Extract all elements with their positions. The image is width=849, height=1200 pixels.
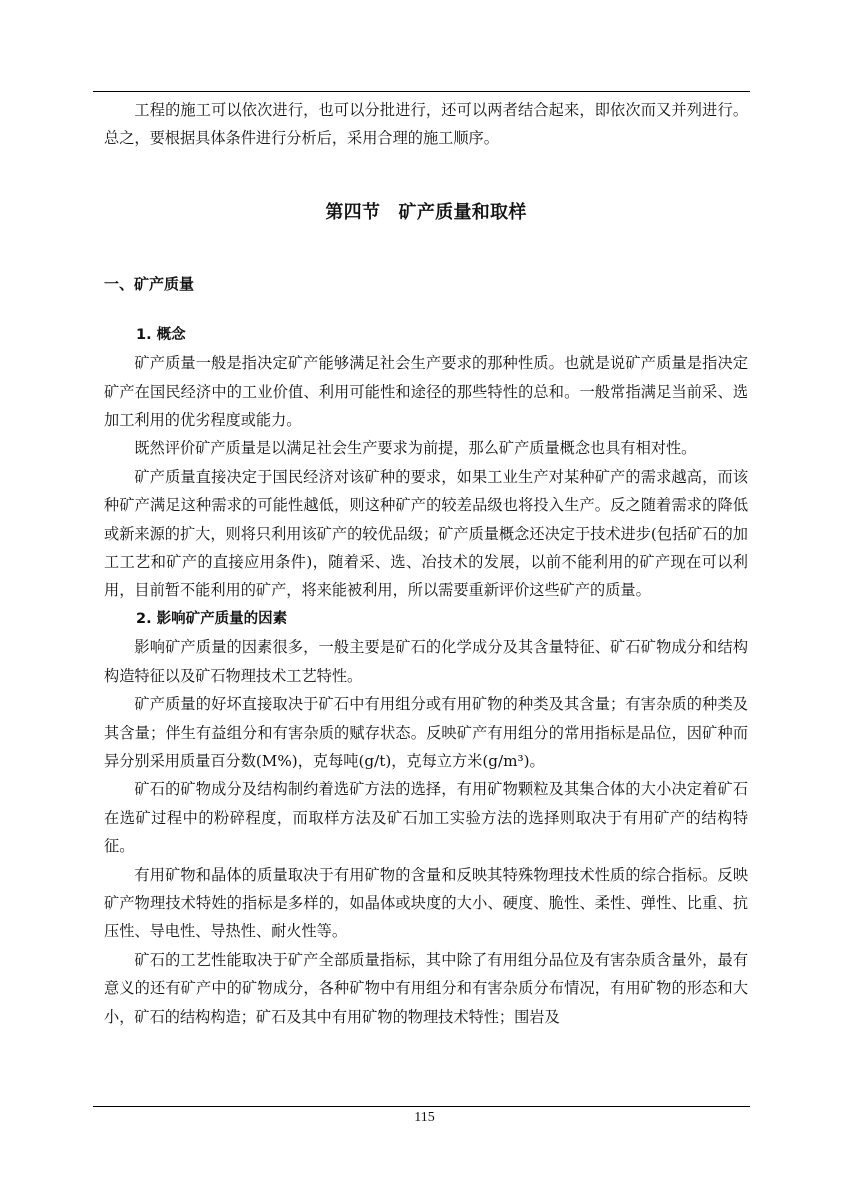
paragraph: 矿石的工艺性能取决于矿产全部质量指标，其中除了有用组分品位及有害杂质含量外，最有意义的还有矿产中的矿物成分，各种矿物中有用组分和有害杂质分布情况，有用矿物的形态和大小，矿石的结构构造；矿石及其中有用矿物的物理技术特性；围岩及: [104, 950, 748, 1026]
paragraph: 影响矿产质量的因素很多，一般主要是矿石的化学成分及其含量特征、矿石矿物成分和结构构造特征以及矿石物理技术工艺特性。: [104, 638, 748, 685]
paragraph: 有用矿物和晶体的质量取决于有用矿物的含量和反映其特殊物理技术性质的综合指标。反映矿产物理技术特姓的指标是多样的，如晶体或块度的大小、硬度、脆性、柔性、弹性、比重、抗压性、导电性、导热性、耐火性等。: [104, 865, 748, 941]
top-paragraph: 工程的施工可以依次进行，也可以分批进行，还可以两者结合起来，即依次而又并列进行。总之，要根据具体条件进行分析后，采用合理的施工顺序。: [104, 101, 748, 148]
subheading-concept: 1. 概念: [136, 326, 186, 343]
paragraph: 矿石的矿物成分及结构制约着选矿方法的选择，有用矿物颗粒及其集合体的大小决定着矿石在选矿过程中的粉碎程度，而取样方法及矿石加工实验方法的选择则取决于有用矿产的结构特征。: [104, 780, 748, 856]
section-title: 第四节 矿产质量和取样: [325, 201, 527, 223]
paragraph: 既然评价矿产质量是以满足社会生产要求为前提，那么矿产质量概念也具有相对性。: [134, 439, 697, 458]
paragraph: 矿产质量的好坏直接取决于矿石中有用组分或有用矿物的种类及其含量；有害杂质的种类及其含量；伴生有益组分和有害杂质的赋存状态。反映矿产有用组分的常用指标是品位，因矿种而异分别采用质量百分数(M%)，克每吨(g/t)，克每立方米(g/m³)。: [104, 695, 748, 770]
header-rule: [93, 91, 750, 92]
page-body: [104, 96, 748, 1031]
footer-rule: [93, 1106, 750, 1107]
heading-mineral-quality: 一、矿产质量: [104, 274, 195, 293]
page-number: 115: [414, 1110, 435, 1125]
paragraph: 矿产质量一般是指决定矿产能够满足社会生产要求的那种性质。也就是说矿产质量是指决定矿产在国民经济中的工业价值、利用可能性和途径的那些特性的总和。一般常指满足当前采、选加工利用的优劣程度或能力。: [104, 354, 748, 430]
subheading-factors: 2. 影响矿产质量的因素: [136, 610, 288, 627]
paragraph: 矿产质量直接决定于国民经济对该矿种的要求，如果工业生产对某种矿产的需求越高，而该种矿产满足这种需求的可能性越低，则这种矿产的较差品级也将投入生产。反之随着需求的降低或新来源的扩大，则将只利用该矿产的较优品级；矿产质量概念还决定于技术进步(包括矿石的加工工艺和矿产的直接应用条件)，随着采、选、冶技术的发展，以前不能利用的矿产现在可以利用，目前暂不能利用的矿产，将来能被利用，所以需要重新评价这些矿产的质量。: [104, 467, 748, 600]
